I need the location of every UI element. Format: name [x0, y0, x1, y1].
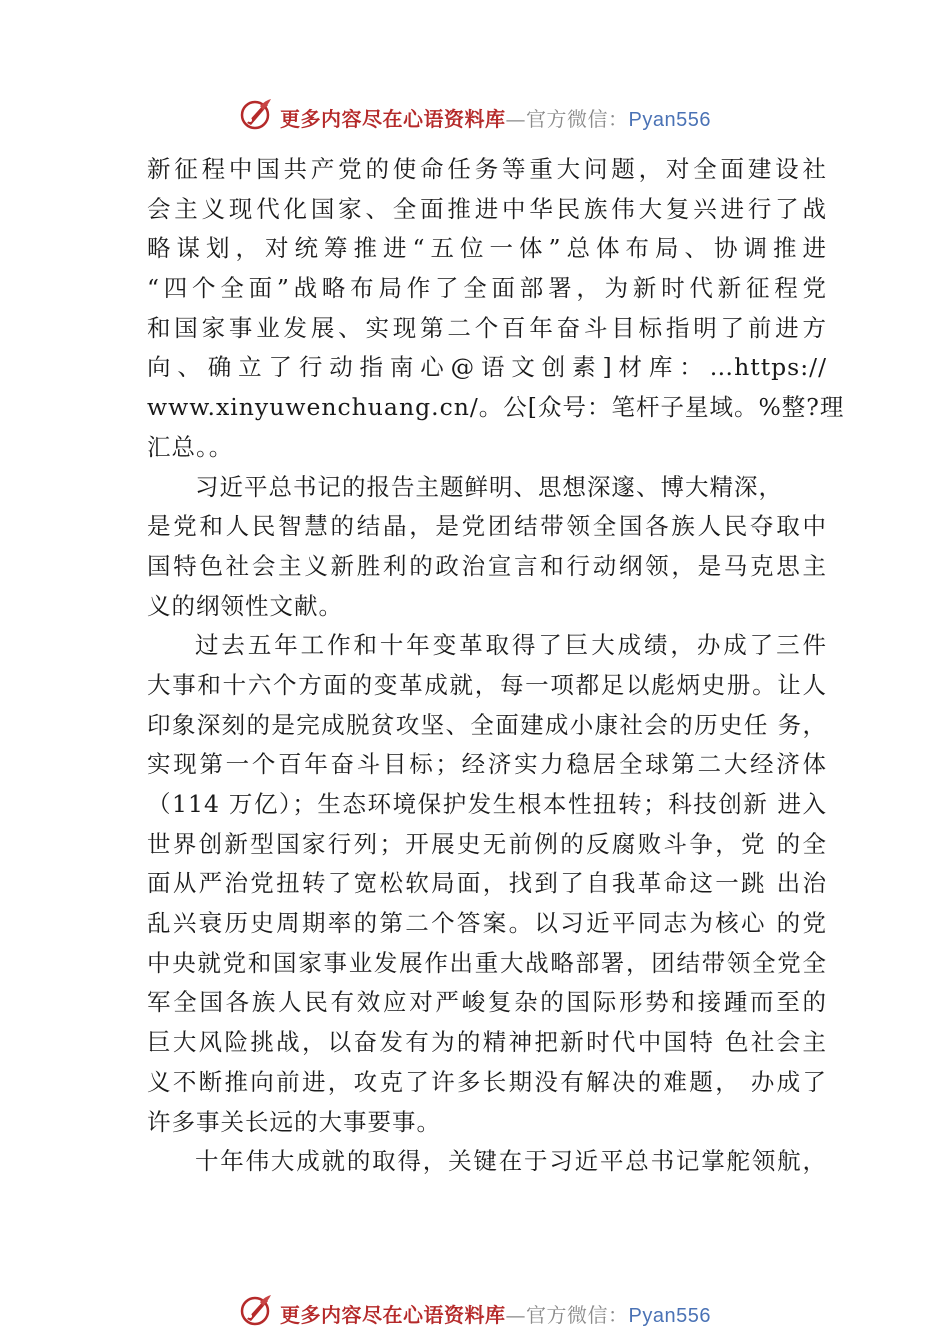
text-line: 实现第一个百年奋斗目标；经济实力稳居全球第二大经济体 — [147, 750, 827, 779]
banner-wechat-id: Pyan556 — [628, 109, 711, 131]
text-line: 习近平总书记的报告主题鲜明、思想深邃、博大精深， — [195, 472, 783, 501]
banner-dash: — — [505, 107, 526, 131]
text-line: 过去五年工作和十年变革取得了巨大成绩，办成了三件 — [195, 631, 827, 660]
document-body — [147, 150, 845, 1182]
text-line: 大事和十六个方面的变革成就，每一项都足以彪炳史册。让人 — [147, 670, 827, 699]
text-line: （114 万亿）；生态环境保护发生根本性扭转；科技创新 进入 — [147, 790, 827, 818]
banner-wechat-id: Pyan556 — [628, 1305, 711, 1327]
text-line: 新征程中国共产党的使命任务等重大问题，对全面建设社 — [147, 155, 827, 183]
quill-pen-seal-icon — [238, 1292, 274, 1328]
banner-text — [280, 1299, 711, 1328]
text-line: www.xinyuwenchuang.cn/。公[众号：笔杆子星域。%整?理 — [147, 393, 845, 422]
text-line: 乱兴衰历史周期率的第二个答案。以习近平同志为核心 的党 — [147, 909, 827, 938]
banner-brand: 更多内容尽在心语资料库 — [280, 1303, 506, 1327]
banner-wechat-label: 官方微信： — [526, 1303, 629, 1327]
text-line: 军全国各族人民有效应对严峻复杂的国际形势和接踵而至的 — [147, 988, 827, 1017]
text-line: 是党和人民智慧的结晶，是党团结带领全国各族人民夺取中 — [147, 512, 827, 541]
text-line: 面从严治党扭转了宽松软局面，找到了自我革命这一跳 出治 — [147, 869, 827, 898]
text-line: 和国家事业发展、实现第二个百年奋斗目标指明了前进方 — [147, 313, 827, 342]
header-banner — [0, 94, 950, 134]
text-line: 会主义现代化国家、全面推进中华民族伟大复兴进行了战 — [147, 194, 827, 223]
text-line: 汇总。。 — [147, 432, 234, 461]
text-line: 许多事关长远的大事要事。 — [147, 1107, 441, 1136]
text-line: 略谋划，对统筹推进“五位一体”总体布局、协调推进 — [147, 234, 827, 263]
text-line: 向、确立了行动指南心@语文创素]材库：…https:// — [147, 353, 827, 382]
text-line: 义不断推向前进，攻克了许多长期没有解决的难题， 办成了 — [147, 1067, 827, 1096]
text-line: “四个全面”战略布局作了全面部署，为新时代新征程党 — [147, 274, 827, 303]
text-line: 中央就党和国家事业发展作出重大战略部署，团结带领全党全 — [147, 948, 827, 977]
banner-brand: 更多内容尽在心语资料库 — [280, 107, 506, 131]
footer-banner — [0, 1290, 950, 1330]
quill-pen-seal-icon — [238, 96, 274, 132]
text-line: 巨大风险挑战，以奋发有为的精神把新时代中国特 色社会主 — [147, 1028, 827, 1057]
banner-wechat-label: 官方微信： — [526, 107, 629, 131]
banner-text — [280, 103, 711, 132]
banner-dash: — — [505, 1303, 526, 1327]
text-line: 印象深刻的是完成脱贫攻坚、全面建成小康社会的历史任 务， — [147, 710, 827, 739]
text-line: 义的纲领性文献。 — [147, 591, 343, 620]
text-line: 国特色社会主义新胜利的政治宣言和行动纲领，是马克思主 — [147, 551, 827, 580]
text-line: 世界创新型国家行列；开展史无前例的反腐败斗争，党 的全 — [147, 829, 827, 858]
text-line: 十年伟大成就的取得，关键在于习近平总书记掌舵领航， — [195, 1147, 827, 1176]
